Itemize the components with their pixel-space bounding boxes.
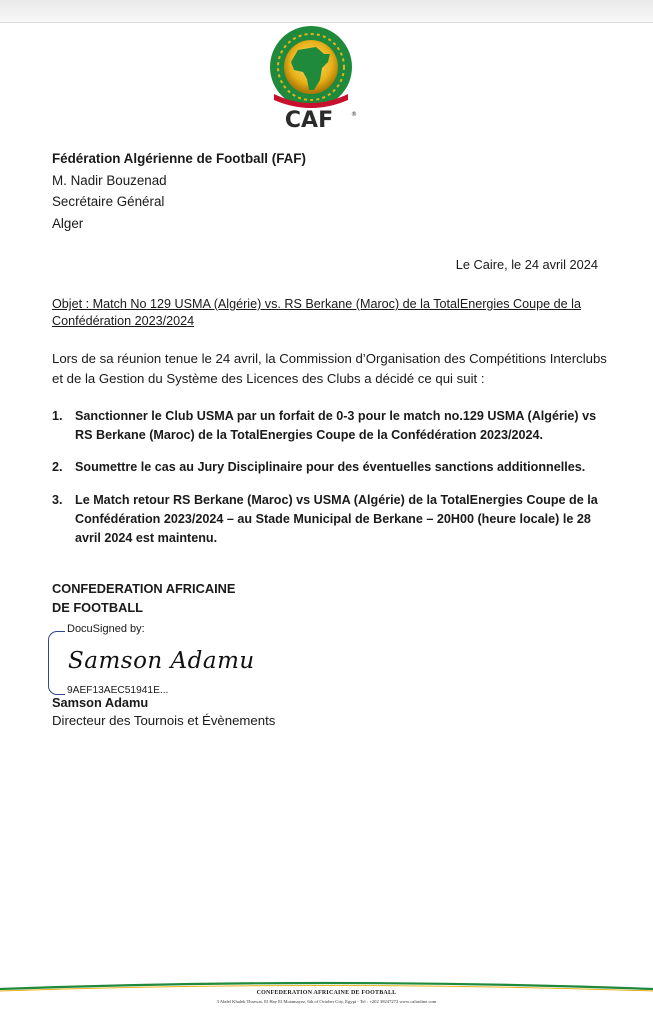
docusigned-label: DocuSigned by:: [67, 623, 145, 635]
intro-paragraph: Lors de sa réunion tenue le 24 avril, la Commission d’Organisation des Compétitions Interclubs et de la Gestion du Système des Licences des Clubs a décidé ce qui suit :: [52, 351, 607, 386]
top-edge: [0, 0, 653, 23]
decision-text: Le Match retour RS Berkane (Maroc) vs USMA (Algérie) de la TotalEnergies Coupe de la Confédération 2023/2024 – au Stade Municipal de Berkane – 20H00 (heure locale) le 28 avril 2024 est maintenu.: [75, 493, 598, 545]
signer-title: Directeur des Tournois et Évènements: [52, 713, 276, 728]
svg-text:®: ®: [351, 111, 357, 118]
signer-name: Samson Adamu: [52, 695, 149, 710]
svg-text:CAF: CAF: [284, 108, 334, 132]
letter-date: Le Caire, le 24 avril 2024: [455, 257, 598, 272]
decision-number: 3.: [52, 493, 63, 507]
addressee-title: Secrétaire Général: [52, 194, 165, 209]
addressee-city: Alger: [52, 216, 84, 231]
decision-text: Sanctionner le Club USMA par un forfait de 0-3 pour le match no.129 USMA (Algérie) vs RS Berkane (Maroc) de la TotalEnergies Coupe de la Confédération 2023/2024.: [75, 409, 597, 442]
caf-logo: [258, 24, 364, 132]
envelope-id: 9AEF13AEC51941E...: [67, 685, 169, 696]
decision-text: Soumettre le cas au Jury Disciplinaire pour des éventuelles sanctions additionnelles.: [75, 460, 586, 474]
decision-number: 1.: [52, 409, 63, 423]
decision-number: 2.: [52, 460, 63, 474]
footer-address: 3 Abdel Khalek Tharwat, El Hay El Motamayez, 6th of October City, Egypt - Tel : +202 38247272 www.cafonline.com: [216, 999, 437, 1004]
addressee-name: M. Nadir Bouzenad: [52, 173, 167, 188]
footer-org: CONFEDERATION AFRICAINE DE FOOTBALL: [256, 990, 397, 996]
sender-line-2: DE FOOTBALL: [52, 600, 143, 615]
addressee-org: Fédération Algérienne de Football (FAF): [52, 151, 306, 166]
handwritten-signature: Samson Adamu: [68, 648, 255, 674]
subject-line: Objet : Match No 129 USMA (Algérie) vs. RS Berkane (Maroc) de la TotalEnergies Coupe de la Confédération 2023/2024: [52, 297, 581, 328]
docusign-frame: [48, 631, 65, 695]
sender-line-1: CONFEDERATION AFRICAINE: [52, 581, 236, 596]
